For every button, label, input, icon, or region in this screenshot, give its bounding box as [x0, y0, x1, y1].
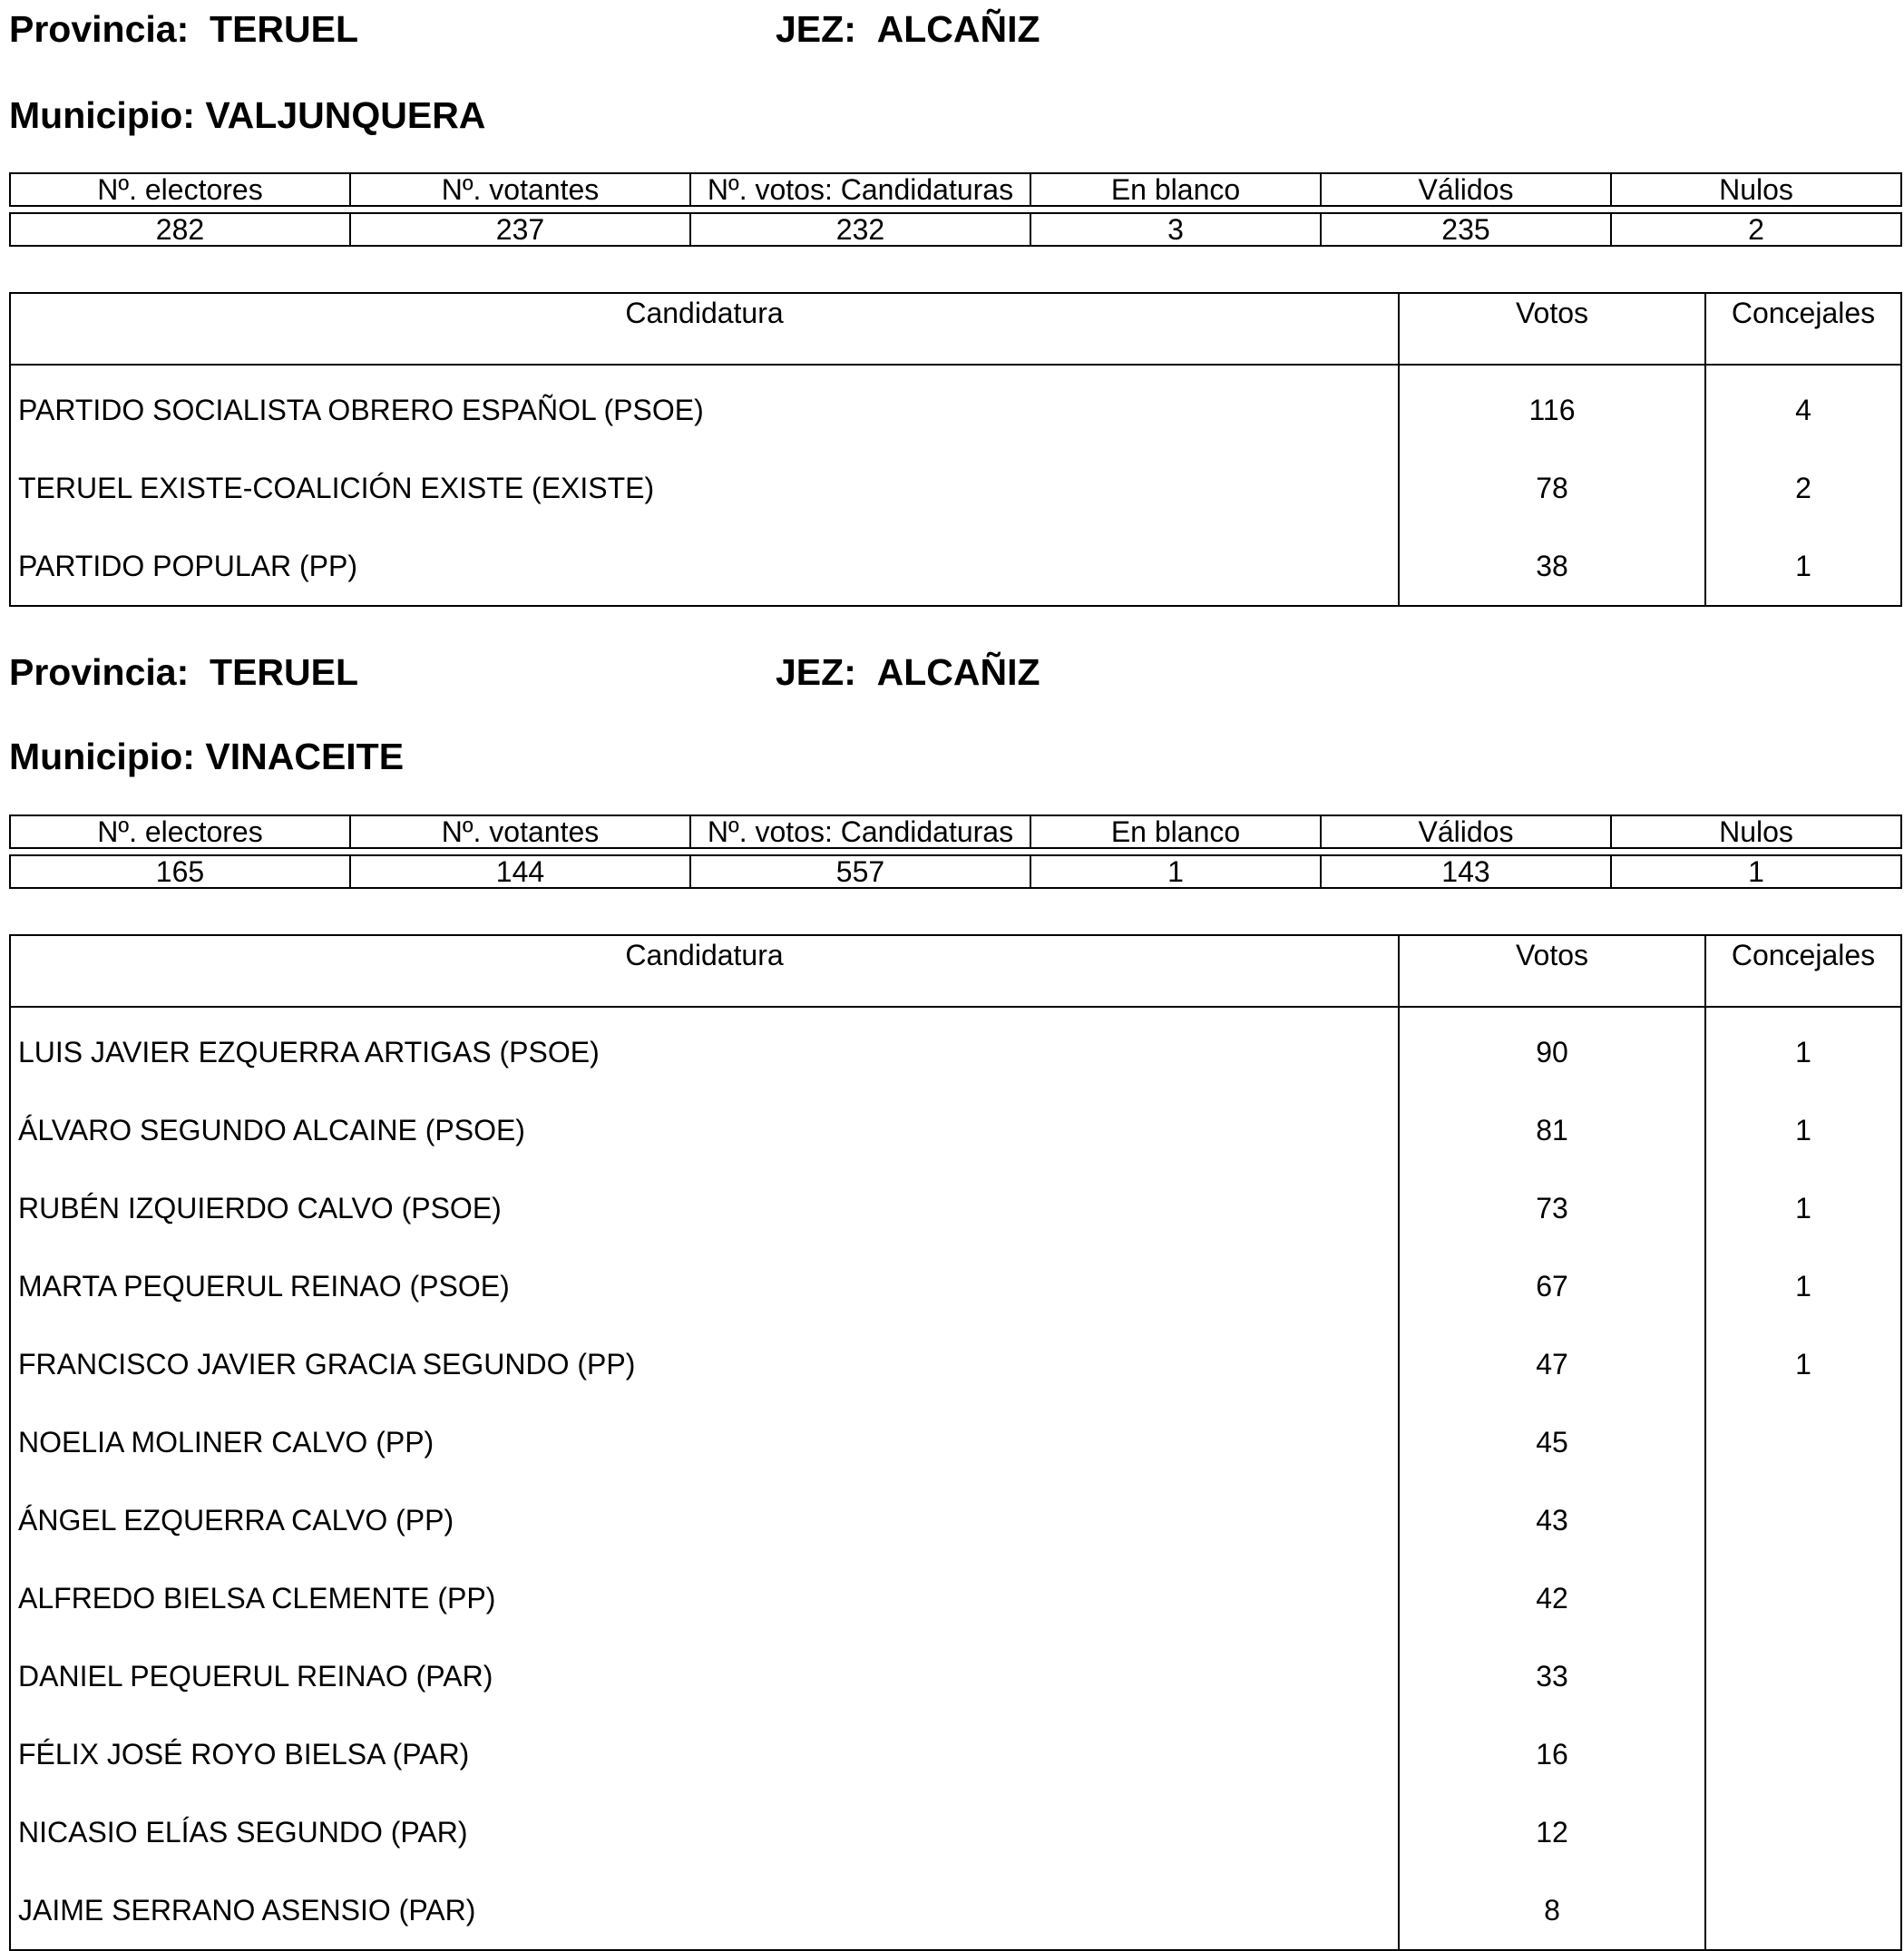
candidate-concejales: 1 [1705, 1325, 1901, 1403]
candidate-concejales: 1 [1705, 1091, 1901, 1169]
provincia-value: TERUEL [210, 651, 359, 693]
stat-value-votos-candidaturas: 557 [690, 855, 1030, 888]
provincia-label: Provincia: [9, 651, 190, 693]
header-concejales: Concejales [1705, 293, 1901, 365]
candidate-concejales [1705, 1715, 1901, 1793]
table-row [10, 1481, 1901, 1559]
candidate-votes: 42 [1399, 1559, 1705, 1637]
candidate-name: PARTIDO POPULAR (PP) [10, 527, 1399, 606]
municipio-label: Municipio: [9, 736, 195, 777]
candidate-votes: 78 [1399, 449, 1705, 527]
candidate-votes: 73 [1399, 1169, 1705, 1247]
stat-value-electores: 282 [10, 213, 350, 246]
header-candidatura: Candidatura [10, 935, 1399, 1007]
table-row [10, 1559, 1901, 1637]
stat-value-votantes: 237 [350, 213, 690, 246]
table-row [10, 1325, 1901, 1403]
header-concejales: Concejales [1705, 935, 1901, 1007]
candidate-name: ÁLVARO SEGUNDO ALCAINE (PSOE) [10, 1091, 1399, 1169]
candidate-concejales: 1 [1705, 1007, 1901, 1091]
stat-value-en-blanco: 1 [1030, 855, 1321, 888]
candidate-name: NICASIO ELÍAS SEGUNDO (PAR) [10, 1793, 1399, 1871]
provincia-label: Provincia: [9, 8, 190, 50]
provincia-heading [9, 8, 359, 50]
candidate-votes: 90 [1399, 1007, 1705, 1091]
jez-label: JEZ: [776, 651, 856, 693]
stat-value-votantes: 144 [350, 855, 690, 888]
table-row [10, 1169, 1901, 1247]
stat-header-votos-candidaturas: Nº. votos: Candidaturas [690, 173, 1030, 206]
candidate-concejales [1705, 1481, 1901, 1559]
table-row [10, 1871, 1901, 1950]
table-row [10, 449, 1901, 527]
stat-value-en-blanco: 3 [1030, 213, 1321, 246]
header-candidatura: Candidatura [10, 293, 1399, 365]
candidate-concejales: 1 [1705, 1169, 1901, 1247]
table-row [10, 1247, 1901, 1325]
table-row [10, 1793, 1901, 1871]
candidate-votes: 45 [1399, 1403, 1705, 1481]
header-votos: Votos [1399, 293, 1705, 365]
stats-header-table [9, 815, 1902, 849]
stat-header-nulos: Nulos [1611, 815, 1901, 848]
stat-value-electores: 165 [10, 855, 350, 888]
candidate-concejales: 4 [1705, 365, 1901, 449]
table-row [10, 1091, 1901, 1169]
stat-header-en-blanco: En blanco [1030, 173, 1321, 206]
candidate-name: TERUEL EXISTE-COALICIÓN EXISTE (EXISTE) [10, 449, 1399, 527]
stat-header-validos: Válidos [1321, 815, 1611, 848]
candidate-votes: 16 [1399, 1715, 1705, 1793]
candidate-votes: 116 [1399, 365, 1705, 449]
provincia-heading [9, 651, 359, 693]
candidate-votes: 12 [1399, 1793, 1705, 1871]
table-row [10, 527, 1901, 606]
candidate-name: RUBÉN IZQUIERDO CALVO (PSOE) [10, 1169, 1399, 1247]
candidaturas-table [9, 934, 1902, 1951]
candidate-votes: 81 [1399, 1091, 1705, 1169]
provincia-value: TERUEL [210, 8, 359, 50]
candidate-name: ALFREDO BIELSA CLEMENTE (PP) [10, 1559, 1399, 1637]
municipio-value: VINACEITE [205, 736, 405, 777]
table-row [10, 365, 1901, 449]
stats-header-table [9, 172, 1902, 207]
jez-value: ALCAÑIZ [876, 8, 1040, 50]
stat-header-votantes: Nº. votantes [350, 815, 690, 848]
jez-label: JEZ: [776, 8, 856, 50]
candidaturas-table [9, 292, 1902, 607]
candidate-name: DANIEL PEQUERUL REINAO (PAR) [10, 1637, 1399, 1715]
candidate-concejales [1705, 1637, 1901, 1715]
stat-header-votos-candidaturas: Nº. votos: Candidaturas [690, 815, 1030, 848]
jez-value: ALCAÑIZ [876, 651, 1040, 693]
candidate-concejales [1705, 1403, 1901, 1481]
candidate-votes: 8 [1399, 1871, 1705, 1950]
candidate-name: ÁNGEL EZQUERRA CALVO (PP) [10, 1481, 1399, 1559]
stat-header-votantes: Nº. votantes [350, 173, 690, 206]
candidate-name: FÉLIX JOSÉ ROYO BIELSA (PAR) [10, 1715, 1399, 1793]
stat-value-votos-candidaturas: 232 [690, 213, 1030, 246]
municipio-heading [9, 94, 486, 136]
candidate-votes: 33 [1399, 1637, 1705, 1715]
candidate-concejales [1705, 1871, 1901, 1950]
candidate-concejales: 1 [1705, 527, 1901, 606]
stat-header-validos: Válidos [1321, 173, 1611, 206]
candidate-name: PARTIDO SOCIALISTA OBRERO ESPAÑOL (PSOE) [10, 365, 1399, 449]
candidate-votes: 43 [1399, 1481, 1705, 1559]
table-row [10, 1007, 1901, 1091]
candidate-name: FRANCISCO JAVIER GRACIA SEGUNDO (PP) [10, 1325, 1399, 1403]
table-row [10, 1715, 1901, 1793]
candidate-concejales [1705, 1793, 1901, 1871]
header-votos: Votos [1399, 935, 1705, 1007]
municipio-heading [9, 738, 404, 776]
table-row [10, 1403, 1901, 1481]
table-row [10, 1637, 1901, 1715]
candidate-votes: 67 [1399, 1247, 1705, 1325]
candidate-votes: 38 [1399, 527, 1705, 606]
stat-header-electores: Nº. electores [10, 173, 350, 206]
candidate-concejales: 2 [1705, 449, 1901, 527]
stats-values-table [9, 854, 1902, 889]
municipio-label: Municipio: [9, 94, 195, 136]
stat-value-validos: 143 [1321, 855, 1611, 888]
stat-header-electores: Nº. electores [10, 815, 350, 848]
stat-value-nulos: 2 [1611, 213, 1901, 246]
candidate-concejales: 1 [1705, 1247, 1901, 1325]
stat-header-nulos: Nulos [1611, 173, 1901, 206]
municipio-value: VALJUNQUERA [205, 94, 486, 136]
stat-value-nulos: 1 [1611, 855, 1901, 888]
candidate-concejales [1705, 1559, 1901, 1637]
jez-heading [776, 8, 1040, 50]
candidate-name: MARTA PEQUERUL REINAO (PSOE) [10, 1247, 1399, 1325]
candidate-name: JAIME SERRANO ASENSIO (PAR) [10, 1871, 1399, 1950]
candidate-name: NOELIA MOLINER CALVO (PP) [10, 1403, 1399, 1481]
candidate-votes: 47 [1399, 1325, 1705, 1403]
candidate-name: LUIS JAVIER EZQUERRA ARTIGAS (PSOE) [10, 1007, 1399, 1091]
stats-values-table [9, 212, 1902, 247]
jez-heading [776, 651, 1040, 693]
stat-header-en-blanco: En blanco [1030, 815, 1321, 848]
stat-value-validos: 235 [1321, 213, 1611, 246]
